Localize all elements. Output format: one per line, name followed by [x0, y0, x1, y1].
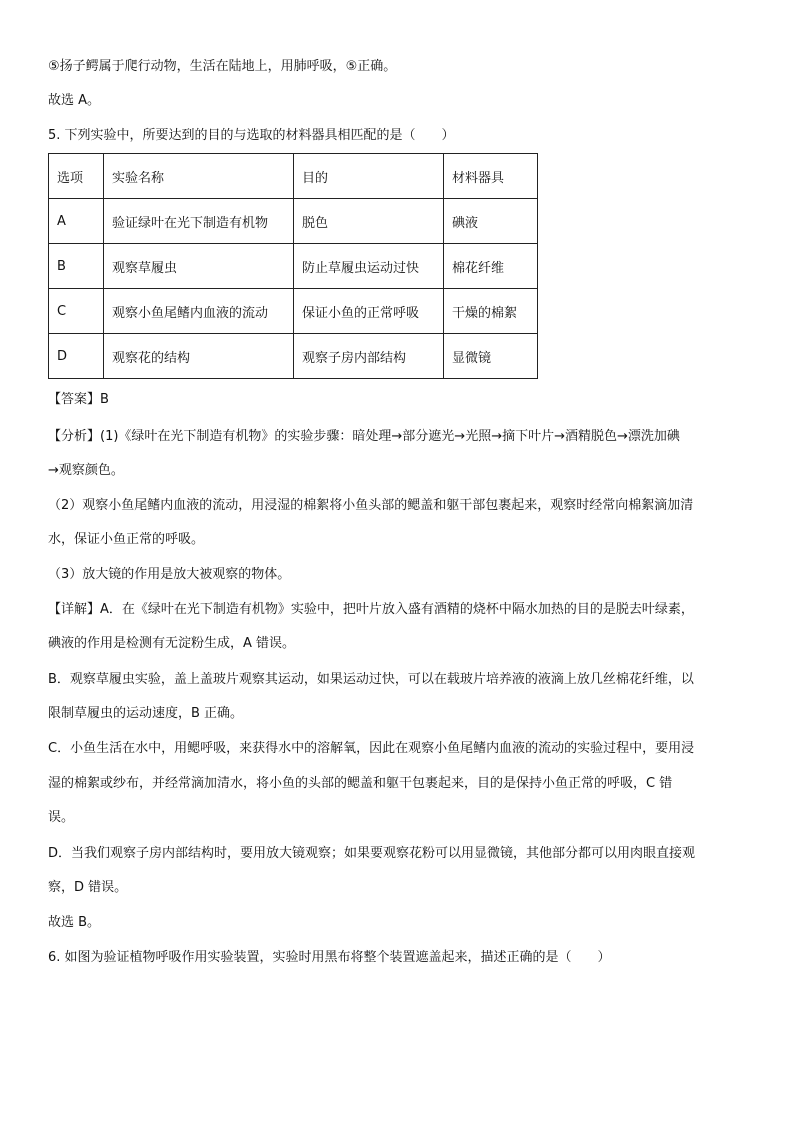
table-header-cell: 实验名称 [104, 154, 294, 199]
table-cell: 脱色 [294, 199, 444, 244]
table-cell: 显微镜 [444, 334, 538, 379]
table-cell: 保证小鱼的正常呼吸 [294, 289, 444, 334]
analysis-line: →观察颜色。 [48, 463, 124, 478]
analysis-line: （2）观察小鱼尾鳍内血液的流动，用浸湿的棉絮将小鱼头部的鳃盖和躯干部包裹起来，观察时经常向棉絮滴加清 [48, 498, 694, 513]
table-cell: 观察花的结构 [104, 334, 294, 379]
question-5-table [48, 153, 538, 379]
table-cell: 棉花纤维 [444, 244, 538, 289]
detail-line: 碘液的作用是检测有无淀粉生成，A 错误。 [48, 636, 296, 651]
table-row [49, 289, 538, 334]
answer-line: 【答案】B [48, 392, 109, 407]
table-cell: 干燥的棉絮 [444, 289, 538, 334]
table-cell: 防止草履虫运动过快 [294, 244, 444, 289]
analysis-line: 【分析】(1)《绿叶在光下制造有机物》的实验步骤：暗处理→部分遮光→光照→摘下叶片→酒精脱色→漂洗加碘 [48, 429, 680, 444]
table-header-row [49, 154, 538, 199]
detail-line: 限制草履虫的运动速度，B 正确。 [48, 706, 244, 721]
detail-line: D．当我们观察子房内部结构时，要用放大镜观察；如果要观察花粉可以用显微镜，其他部分都可以用肉眼直接观 [48, 846, 696, 861]
table-row [49, 244, 538, 289]
table-header-cell: 目的 [294, 154, 444, 199]
table-cell: 碘液 [444, 199, 538, 244]
detail-line: 误。 [48, 810, 75, 825]
detail-line: 湿的棉絮或纱布，并经常滴加清水，将小鱼的头部的鳃盖和躯干包裹起来，目的是保持小鱼正常的呼吸，C 错 [48, 776, 673, 791]
table-header-cell: 选项 [49, 154, 104, 199]
table-row [49, 199, 538, 244]
question-5-stem: 5. 下列实验中，所要达到的目的与选取的材料器具相匹配的是（ ） [48, 128, 455, 143]
question-6-stem: 6. 如图为验证植物呼吸作用实验装置，实验时用黑布将整个装置遮盖起来，描述正确的是（ ） [48, 950, 611, 965]
table-cell: 观察草履虫 [104, 244, 294, 289]
detail-line: B．观察草履虫实验，盖上盖玻片观察其运动，如果运动过快，可以在载玻片培养液的液滴上放几丝棉花纤维，以 [48, 672, 694, 687]
detail-line: 【详解】A．在《绿叶在光下制造有机物》实验中，把叶片放入盛有酒精的烧杯中隔水加热的目的是脱去叶绿素， [48, 602, 694, 617]
table-header-cell: 材料器具 [444, 154, 538, 199]
text-line: 故选 A。 [48, 93, 101, 108]
table-cell: C [49, 289, 104, 334]
table-cell: 观察子房内部结构 [294, 334, 444, 379]
analysis-line: （3）放大镜的作用是放大被观察的物体。 [48, 567, 291, 582]
text-line: ⑤扬子鳄属于爬行动物，生活在陆地上，用肺呼吸，⑤正确。 [48, 59, 397, 74]
detail-line: 故选 B。 [48, 915, 101, 930]
table-row [49, 334, 538, 379]
table-cell: D [49, 334, 104, 379]
analysis-line: 水，保证小鱼正常的呼吸。 [48, 532, 205, 547]
detail-line: C．小鱼生活在水中，用鳃呼吸，来获得水中的溶解氧，因此在观察小鱼尾鳍内血液的流动的实验过程中，要用浸 [48, 741, 695, 756]
table-cell: 观察小鱼尾鳍内血液的流动 [104, 289, 294, 334]
table-cell: A [49, 199, 104, 244]
detail-line: 察，D 错误。 [48, 880, 128, 895]
table-cell: B [49, 244, 104, 289]
table-cell: 验证绿叶在光下制造有机物 [104, 199, 294, 244]
